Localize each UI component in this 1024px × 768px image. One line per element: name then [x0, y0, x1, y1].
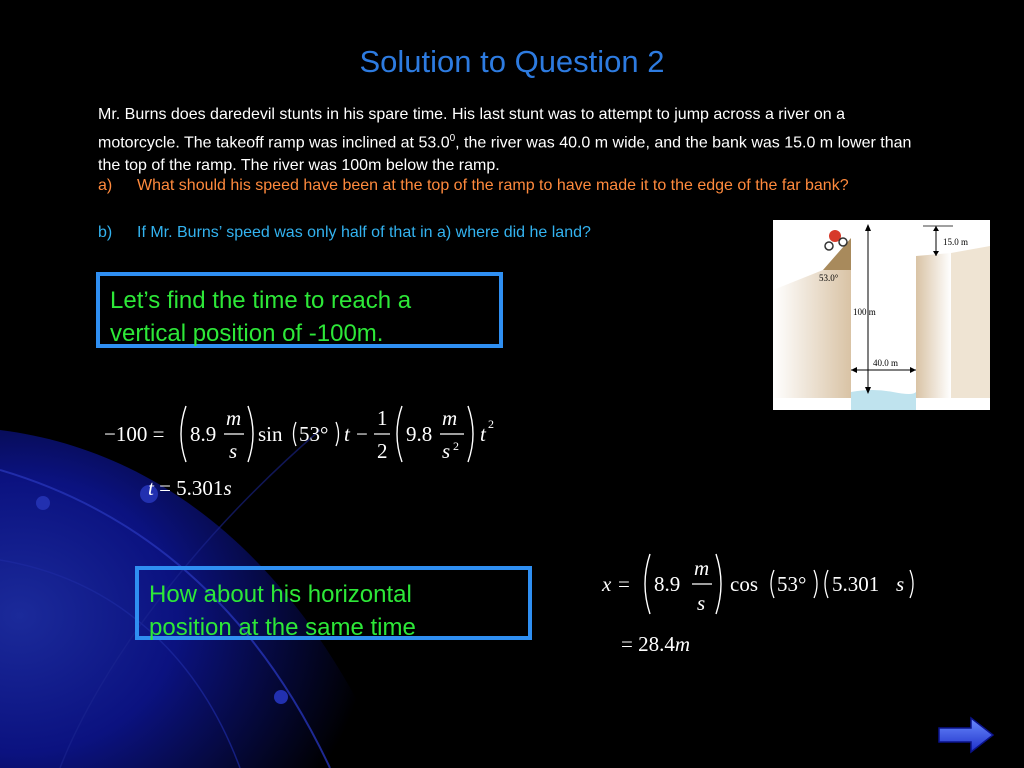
eq1-g: 9.8 [406, 422, 433, 446]
cliff-jump-figure [773, 220, 990, 410]
eq1-g-unit-den: s [442, 439, 451, 463]
wheel-icon [839, 238, 847, 246]
part-b-label: b) [98, 224, 113, 241]
degree-superscript: 0 [449, 132, 456, 144]
eq1-t-exp: 2 [488, 417, 494, 431]
eq1-half-num: 1 [377, 406, 388, 430]
time-callout-box [96, 272, 503, 348]
eq1-angle: 53° [299, 422, 329, 446]
problem-text-part2: , the river was 40.0 m wide, and the bank was 15.0 m lower than the top of the ramp. The river was 100m below the ramp. [98, 133, 912, 175]
eq3-lhs: x [602, 572, 612, 596]
eq1-half-den: 2 [377, 439, 388, 463]
eq3-speed: 8.9 [654, 572, 681, 596]
horizontal-position-equation [598, 548, 928, 620]
eq1-unit-den: s [229, 439, 238, 463]
eq3-time: 5.301 [832, 572, 880, 596]
part-a-text: What should his speed have been at the top of the ramp to have made it to the edge of the far bank? [137, 177, 849, 194]
eq1-g-unit-num: m [442, 406, 458, 430]
eq2-unit: s [223, 476, 232, 500]
eq1-unit-num: m [226, 406, 242, 430]
river-water [851, 390, 916, 410]
eq2-var: t [148, 476, 154, 500]
right-cliff [916, 253, 951, 398]
problem-statement [98, 103, 928, 178]
angle-label: 53.0° [819, 273, 839, 283]
horizontal-callout-line2: position at the same time [149, 614, 416, 641]
eq3-unit-num: m [694, 556, 710, 580]
eq3-trig: cos [730, 572, 758, 596]
eq4-unit: m [674, 632, 691, 656]
problem-text-part1: Mr. Burns does daredevil stunts in his spare time. His last stunt was to attempt to jump across a river on a motorcycle. The takeoff ramp was inclined at 53.0 [98, 106, 845, 151]
time-callout-text: Let’s find the time to reach a vertical position of -100m. [110, 287, 412, 347]
eq3-time-unit: s [896, 572, 905, 596]
left-cliff [773, 270, 851, 398]
eq1-lhs: −100 = [104, 422, 165, 446]
eq2-rhs: = 5.301 [159, 476, 224, 500]
next-arrow-icon[interactable] [937, 716, 995, 754]
eq1-t-squared: t [480, 422, 486, 446]
wheel-icon [825, 242, 833, 250]
cliff-diagram [773, 220, 990, 410]
bank-label: 15.0 m [943, 237, 969, 247]
horizontal-callout-box [135, 566, 532, 640]
eq1-trig: sin [258, 422, 283, 446]
right-bank [951, 246, 990, 398]
eq3-equals: = [618, 572, 630, 596]
part-b-text: If Mr. Burns’ speed was only half of that in a) where did he land? [137, 224, 591, 241]
horizontal-callout-line1: How about his horizontal [149, 581, 412, 608]
height-label: 100 m [853, 307, 876, 317]
eq1-minus: − [356, 422, 368, 446]
vertical-position-equation [100, 398, 520, 470]
part-a-label: a) [98, 177, 113, 194]
horizontal-result [621, 632, 690, 657]
eq1-speed: 8.9 [190, 422, 217, 446]
eq3-angle: 53° [777, 572, 807, 596]
time-result [148, 476, 232, 501]
eq4-rhs: = 28.4 [621, 632, 675, 656]
slide-title: Solution to Question 2 [359, 44, 665, 79]
eq1-g-unit-exp: 2 [453, 439, 459, 453]
eq3-unit-den: s [697, 591, 706, 615]
width-label: 40.0 m [873, 358, 899, 368]
eq1-t: t [344, 422, 350, 446]
